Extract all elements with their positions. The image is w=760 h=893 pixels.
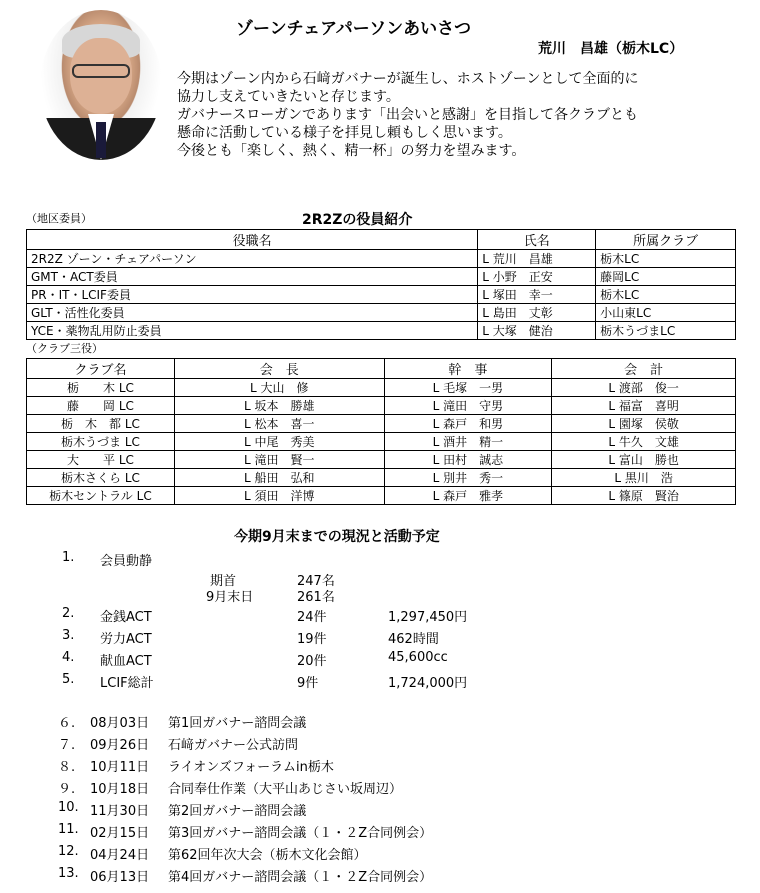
- list-number: 3.: [62, 628, 75, 643]
- table-row: [27, 469, 736, 487]
- club-president: L 中尾 秀美: [174, 433, 384, 451]
- schedule-date: 09月26日: [90, 738, 150, 753]
- officer-role: GLT・活性化委員: [27, 304, 478, 322]
- column-header: 役職名: [27, 230, 478, 250]
- officer-name: L 大塚 健治: [478, 322, 596, 340]
- club-secretary: L 滝田 守男: [384, 397, 552, 415]
- officers-title: 2R2Zの役員紹介: [302, 212, 413, 228]
- stat-amount: 1,297,450円: [388, 610, 468, 625]
- officer-name: L 小野 正安: [478, 268, 596, 286]
- officer-club: 小山東LC: [596, 304, 736, 322]
- membership-end-value: 261名: [297, 590, 335, 605]
- greeting-line: ガバナースローガンであります「出会いと感謝」を目指して各クラブとも: [177, 107, 639, 123]
- table-row: [27, 250, 736, 268]
- club-secretary: L 森戸 和男: [384, 415, 552, 433]
- club-name: 栃木さくら LC: [27, 469, 175, 487]
- club-president: L 松本 喜一: [174, 415, 384, 433]
- list-number: 13.: [58, 866, 79, 881]
- membership-start-label: 期首: [210, 574, 237, 589]
- table-header-row: [27, 359, 736, 379]
- stat-amount: 45,600cc: [388, 650, 448, 665]
- table-row: [27, 433, 736, 451]
- club-secretary: L 田村 誠志: [384, 451, 552, 469]
- schedule-date: 04月24日: [90, 848, 150, 863]
- stat-amount: 1,724,000円: [388, 676, 468, 691]
- schedule-date: 11月30日: [90, 804, 150, 819]
- club-treasurer: L 篠原 賢治: [552, 487, 736, 505]
- officer-club: 栃木LC: [596, 250, 736, 268]
- club-secretary: L 別井 秀一: [384, 469, 552, 487]
- column-header: 所属クラブ: [596, 230, 736, 250]
- author-name: 荒川 昌雄（栃木LC）: [538, 41, 684, 57]
- club-treasurer: L 牛久 文雄: [552, 433, 736, 451]
- club-president: L 船田 弘和: [174, 469, 384, 487]
- club-name: 栃 木 都 LC: [27, 415, 175, 433]
- schedule-event: ライオンズフォーラムin栃木: [168, 760, 334, 775]
- list-number: 11.: [58, 822, 79, 837]
- officer-club: 栃木LC: [596, 286, 736, 304]
- club-name: 栃木セントラル LC: [27, 487, 175, 505]
- list-number: ７.: [58, 738, 76, 753]
- schedule-event: 第3回ガバナー諮問会議（１・２Z合同例会）: [168, 826, 433, 841]
- list-number: 12.: [58, 844, 79, 859]
- club-president: L 須田 洋博: [174, 487, 384, 505]
- column-header: 氏名: [478, 230, 596, 250]
- schedule-event: 第4回ガバナー諮問会議（１・２Z合同例会）: [168, 870, 433, 885]
- stat-count: 9件: [297, 676, 319, 691]
- portrait-photo: [40, 10, 162, 160]
- column-header: 会 長: [174, 359, 384, 379]
- greeting-line: 懸命に活動している様子を拝見し頼もしく思います。: [177, 125, 512, 141]
- greeting-line: 協力し支えていきたいと存じます。: [177, 89, 400, 105]
- schedule-event: 第62回年次大会（栃木文化会館）: [168, 848, 367, 863]
- table-row: [27, 397, 736, 415]
- club-name: 栃木うづま LC: [27, 433, 175, 451]
- clubs-table: [26, 358, 736, 505]
- club-name: 大 平 LC: [27, 451, 175, 469]
- officer-name: L 島田 丈彰: [478, 304, 596, 322]
- schedule-date: 08月03日: [90, 716, 150, 731]
- officer-name: L 荒川 昌雄: [478, 250, 596, 268]
- officer-club: 藤岡LC: [596, 268, 736, 286]
- officer-club: 栃木うづまLC: [596, 322, 736, 340]
- stat-count: 24件: [297, 610, 327, 625]
- stat-label: 労力ACT: [100, 632, 152, 647]
- club-secretary: L 毛塚 一男: [384, 379, 552, 397]
- list-number: ８.: [58, 760, 76, 775]
- table-row: [27, 322, 736, 340]
- officer-role: 2R2Z ゾーン・チェアパーソン: [27, 250, 478, 268]
- list-number: ６.: [58, 716, 76, 731]
- table-row: [27, 268, 736, 286]
- officer-role: YCE・薬物乱用防止委員: [27, 322, 478, 340]
- stat-count: 19件: [297, 632, 327, 647]
- club-treasurer: L 黒川 浩: [552, 469, 736, 487]
- club-president: L 大山 修: [174, 379, 384, 397]
- list-number: ９.: [58, 782, 76, 797]
- schedule-event: 第2回ガバナー諮問会議: [168, 804, 307, 819]
- club-secretary: L 酒井 精一: [384, 433, 552, 451]
- schedule-date: 10月18日: [90, 782, 150, 797]
- membership-end-label: 9月末日: [206, 590, 254, 605]
- clubs-label: （クラブ三役）: [26, 342, 103, 355]
- officer-role: GMT・ACT委員: [27, 268, 478, 286]
- list-number: 4.: [62, 650, 75, 665]
- column-header: 幹 事: [384, 359, 552, 379]
- stat-label: LCIF総計: [100, 676, 154, 691]
- club-name: 栃 木 LC: [27, 379, 175, 397]
- table-row: [27, 415, 736, 433]
- stat-amount: 462時間: [388, 632, 439, 647]
- club-name: 藤 岡 LC: [27, 397, 175, 415]
- stat-count: 20件: [297, 654, 327, 669]
- schedule-event: 第1回ガバナー諮問会議: [168, 716, 307, 731]
- club-secretary: L 森戸 雅孝: [384, 487, 552, 505]
- greeting-line: 今後とも「楽しく、熱く、精一杯」の努力を望みます。: [177, 143, 526, 159]
- officers-label: （地区委員）: [26, 212, 92, 225]
- schedule-date: 10月11日: [90, 760, 150, 775]
- club-treasurer: L 富山 勝也: [552, 451, 736, 469]
- membership-label: 会員動静: [100, 554, 153, 569]
- table-row: [27, 487, 736, 505]
- table-row: [27, 286, 736, 304]
- schedule-event: 石﨑ガバナー公式訪問: [168, 738, 299, 753]
- list-number: 2.: [62, 606, 75, 621]
- club-treasurer: L 渡部 俊一: [552, 379, 736, 397]
- column-header: 会 計: [552, 359, 736, 379]
- schedule-event: 合同奉仕作業（大平山あじさい坂周辺）: [168, 782, 403, 797]
- stat-label: 金銭ACT: [100, 610, 152, 625]
- table-row: [27, 451, 736, 469]
- schedule-date: 06月13日: [90, 870, 150, 885]
- officer-role: PR・IT・LCIF委員: [27, 286, 478, 304]
- column-header: クラブ名: [27, 359, 175, 379]
- club-president: L 滝田 賢一: [174, 451, 384, 469]
- list-number: 5.: [62, 672, 75, 687]
- officers-table: [26, 229, 736, 340]
- officer-name: L 塚田 幸一: [478, 286, 596, 304]
- table-row: [27, 379, 736, 397]
- club-president: L 坂本 勝雄: [174, 397, 384, 415]
- list-number: 1.: [62, 550, 75, 565]
- club-treasurer: L 園塚 侯敬: [552, 415, 736, 433]
- table-row: [27, 304, 736, 322]
- greeting-line: 今期はゾーン内から石﨑ガバナーが誕生し、ホストゾーンとして全面的に: [177, 71, 639, 87]
- table-header-row: [27, 230, 736, 250]
- schedule-date: 02月15日: [90, 826, 150, 841]
- greeting-text: [177, 70, 752, 160]
- club-treasurer: L 福富 喜明: [552, 397, 736, 415]
- page-title: ゾーンチェアパーソンあいさつ: [236, 19, 472, 39]
- activities-title: 今期9月末までの現況と活動予定: [234, 529, 440, 545]
- list-number: 10.: [58, 800, 79, 815]
- membership-start-value: 247名: [297, 574, 335, 589]
- stat-label: 献血ACT: [100, 654, 152, 669]
